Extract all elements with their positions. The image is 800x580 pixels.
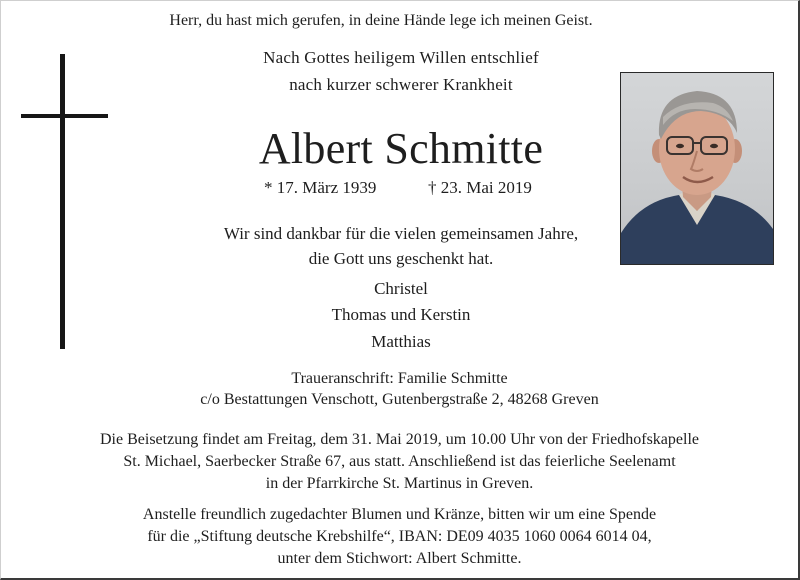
intro-line-1: Nach Gottes heiligem Willen entschlief	[263, 48, 539, 67]
donation-info-line-2: für die „Stiftung deutsche Krebshilfe“, IBAN: DE09 4035 1060 0064 6014 04,	[147, 528, 652, 545]
mourning-address: c/o Bestattungen Venschott, Gutenbergstraße 2, 48268 Greven	[200, 391, 599, 408]
cross-icon-bar	[21, 114, 108, 118]
bible-motto: Herr, du hast mich gerufen, in deine Hände lege ich meinen Geist.	[169, 12, 593, 29]
deceased-name: Albert Schmitte	[258, 124, 544, 173]
portrait-photo	[620, 72, 774, 265]
burial-info-line-2: St. Michael, Saerbecker Straße 67, aus statt. Anschließend ist das feierliche Seelenamt	[123, 453, 676, 470]
thanks-line-1: Wir sind dankbar für die vielen gemeinsamen Jahre,	[223, 224, 579, 243]
donation-info-line-1: Anstelle freundlich zugedachter Blumen und Kränze, bitten wir um eine Spende	[142, 506, 657, 523]
donation-info-line-3: unter dem Stichwort: Albert Schmitte.	[277, 550, 522, 567]
mourner-name: Thomas und Kerstin	[331, 305, 471, 324]
death-date: † 23. Mai 2019	[428, 178, 532, 197]
burial-info-line-3: in der Pfarrkirche St. Martinus in Greven.	[265, 475, 534, 492]
mourner-name: Christel	[374, 279, 428, 298]
burial-info-line-1: Die Beisetzung findet am Freitag, dem 31. Mai 2019, um 10.00 Uhr von der Friedhofskapelle	[100, 431, 699, 448]
thanks-line-2: die Gott uns geschenkt hat.	[308, 249, 494, 268]
birth-date: * 17. März 1939	[264, 178, 377, 197]
intro-line-2: nach kurzer schwerer Krankheit	[289, 75, 513, 94]
mourning-address-label: Traueranschrift: Familie Schmitte	[291, 370, 508, 387]
mourner-name: Matthias	[371, 332, 431, 351]
portrait-illustration	[621, 73, 773, 264]
